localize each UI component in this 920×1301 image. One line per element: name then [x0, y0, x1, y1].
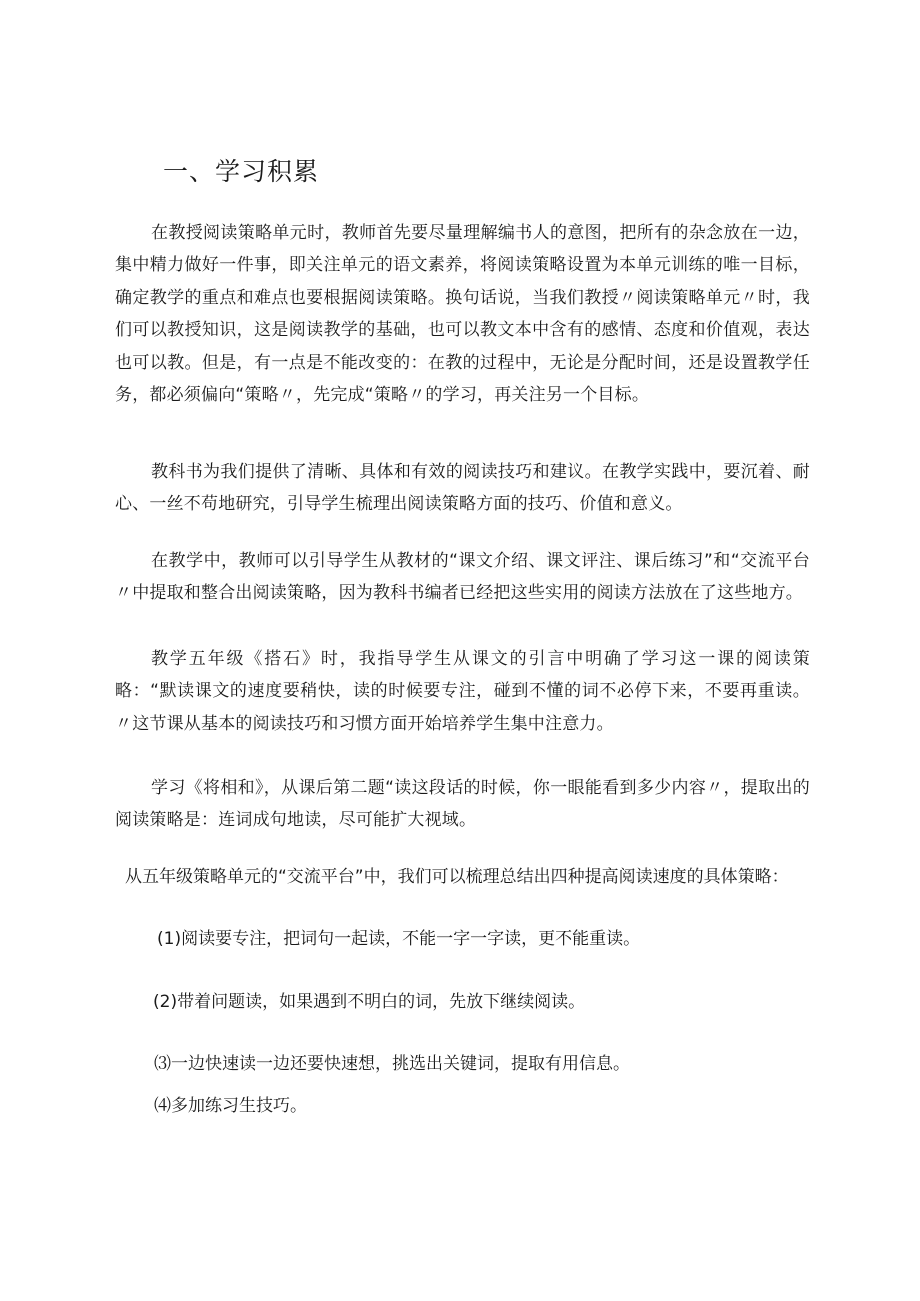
paragraph-jiangxianghe-example: 学习《将相和》，从课后第二题“读这段话的时候，你一眼能看到多少内容〃，提取出的阅读策略是：连词成句地读，尽可能扩大视域。 — [115, 778, 810, 831]
paragraph-textbook-guidance: 教科书为我们提供了清晰、具体和有效的阅读技巧和建议。在教学实践中，要沉着、耐心、一丝不苟地研究，引导学生梳理出阅读策略方面的技巧、价值和意义。 — [115, 462, 810, 515]
paragraph-dashi-example: 教学五年级《搭石》时，我指导学生从课文的引言中明确了学习这一课的阅读策略：“默读课文的速度要稍快，读的时候要专注，碰到不懂的词不必停下来，不要再重读。〃这节课从基本的阅读技巧和习惯方面开始培养学生集中注意力。 — [115, 649, 810, 734]
paragraph-four-strategies-intro: 从五年级策略单元的“交流平台”中，我们可以梳理总结出四种提高阅读速度的具体策略： — [125, 867, 789, 887]
list-item: ⑶一边快速读一边还要快速想，挑选出关键词，提取有用信息。 — [154, 1054, 630, 1074]
list-item: (2)带着问题读，如果遇到不明白的词，先放下继续阅读。 — [153, 992, 586, 1012]
paragraph-teaching-strategy: 在教授阅读策略单元时，教师首先要尽量理解编书人的意图，把所有的杂念放在一边，集中精力做好一件事，即关注单元的语文素养，将阅读策略设置为本单元训练的唯一目标，确定教学的重点和难点也要根据阅读策略。换句话说，当我们教授〃阅读策略单元〃时，我们可以教授知识，这是阅读教学的基础，也可以教文本中含有的感情、态度和价值观，表达也可以教。但是，有一点是不能改变的：在教的过程中，无论是分配时间，还是设置教学任务，都必须偏向“策略〃，先完成“策略〃的学习，再关注另一个目标。 — [115, 223, 810, 406]
section-heading: 一、学习积累 — [163, 157, 320, 186]
list-item: (1)阅读要专注，把词句一起读，不能一字一字读，更不能重读。 — [157, 929, 641, 949]
paragraph-extract-strategy: 在教学中，教师可以引导学生从教材的“课文介绍、课文评注、课后练习”和“交流平台〃中提取和整合出阅读策略，因为教科书编者已经把这些实用的阅读方法放在了这些地方。 — [115, 551, 810, 604]
list-item: ⑷多加练习生技巧。 — [154, 1096, 307, 1116]
